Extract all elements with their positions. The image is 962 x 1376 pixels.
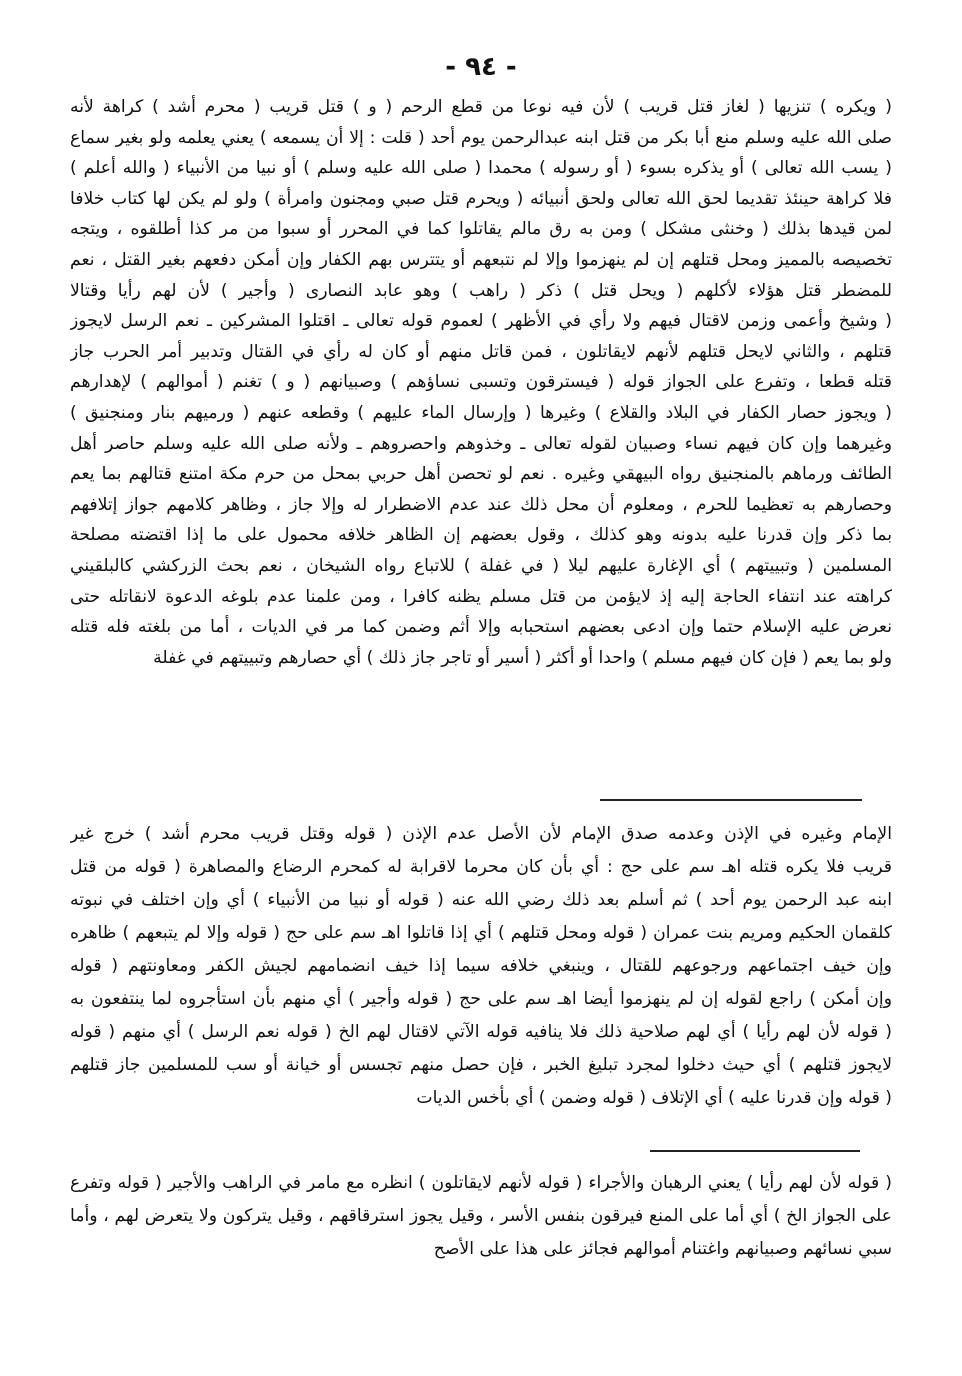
commentary-line: سبي نسائهم وصبيانهم واغتنام أموالهم فجائز على هذا على الأصح — [433, 1239, 892, 1259]
text-line: ( وشيخ وأعمى وزمن لاقتال فيهم ولا رأي في الأظهر ) لعموم قوله تعالى ـ اقتلوا المشركين ـ نعم الرسل لايجوز — [70, 311, 892, 332]
commentary-line: ( قوله لأن لهم رأيا ) أي لهم صلاحية ذلك فلا ينافيه قوله الآتي لاقتال لهم الخ ( قوله نعم الرسل ) أي منهم ( قوله — [70, 1022, 892, 1042]
text-line: كراهته عند انتفاء الحاجة إليه إذ لايؤمن من قتل مسلم يظنه كافرا ، ومن علمنا عدم بلوغه الدعوة لانقاتله حتى — [70, 586, 892, 607]
text-line: المسلمين ( وتبييتهم ) أي الإغارة عليهم ليلا ( في غفلة ) للاتباع رواه الشيخان ، نعم بحث الزركشي كالبلقيني — [70, 555, 892, 576]
text-line: قتله قطعا ، وتفرع على الجواز قوله ( فيسترقون وتسبى نساؤهم ) وصبيانهم ( و ) تغنم ( أموالهم ) لإهدارهم — [70, 372, 892, 393]
footnote-divider-1 — [600, 799, 862, 801]
text-line: ( ويجوز حصار الكفار في البلاد والقلاع ) وغيرها ( وإرسال الماء عليهم ) وقطعه عنهم ( ورميهم بنار ومنجنيق ) — [70, 402, 892, 423]
commentary-line: ( قوله لأن لهم رأيا ) يعني الرهبان والأجراء ( قوله لأنهم لايقاتلون ) انظره مع مامر في الراهب والأجير ( قوله وتفرع — [70, 1173, 892, 1193]
text-line: للمضطر قتل هؤلاء لأكلهم ( ويحل قتل ) ذكر ( راهب ) وهو عابد النصارى ( وأجير ) لأن لهم رأيا وقتالا — [70, 280, 892, 301]
text-line: ( يسب الله تعالى ) أو يذكره بسوء ( أو رسوله ) محمدا ( صلى الله عليه وسلم ) أو نبيا من الأنبياء ( والله أعلم ) — [70, 158, 892, 179]
text-line: تخصيصه بالمميز ومحل قتلهم إن لم ينهزموا وإلا لم نتبعهم أو يتترس بهم الكفار وإن أمكن دفعهم بغير القتل ، نعم — [70, 249, 892, 270]
text-line: لمن قيدها بذلك ( وخنثى مشكل ) ومن به رق مالم يقاتلوا كما في المحرر أو سبوا من مر كذا أطلقوه ، ويتجه — [70, 219, 892, 240]
commentary-second — [70, 1167, 892, 1266]
text-line: صلى الله عليه وسلم منع أبا بكر من قتل ابنه عبدالرحمن يوم أحد ( قلت : إلا أن يسمعه ) يعني يعلمه ولو بغير سماع — [70, 127, 892, 148]
commentary-first — [70, 818, 892, 1115]
main-text — [70, 92, 892, 673]
text-line: نعرض عليه الإسلام حتما وإن ادعى بعضهم استحبابه وإلا أثم وضمن كما مر في الديات ، أما من بلغته فله قتله — [70, 617, 892, 638]
text-line: ولو بما يعم ( فإن كان فيهم مسلم ) واحدا أو أكثر ( أسير أو تاجر جاز ذلك ) أي حصارهم وتبييتهم في غفلة — [153, 647, 892, 668]
commentary-line: الإمام وغيره في الإذن وعدمه صدق الإمام لأن الأصل عدم الإذن ( قوله وقتل قريب محرم أشد ) خرج غير — [70, 824, 892, 844]
commentary-line: قريب فلا يكره قتله اهـ سم على حج : أي بأن كان محرما لاقرابة له كمحرم الرضاع والمصاهرة ( قوله من قتل — [70, 857, 892, 877]
commentary-line: ( قوله وإن قدرنا عليه ) أي الإتلاف ( قوله وضمن ) أي بأخس الديات — [416, 1088, 892, 1108]
commentary-line: وإن خيف اجتماعهم ورجوعهم للقتال ، وينبغي خلافه سيما إذا خيف انضمامهم لجيش الكفر ومعاونتهم ( قوله — [70, 956, 892, 976]
text-line: قتلهم ، والثاني لايحل قتلهم لأنهم لايقاتلون ، فمن قاتل منهم أو كان له رأي في القتال وتدبير أمر الحرب جاز — [70, 341, 892, 362]
footnote-divider-2 — [650, 1150, 860, 1152]
text-line: الطائف ورماهم بالمنجنيق رواه البيهقي وغيره . نعم لو تحصن أهل حربي بمحل من حرم مكة امتنع قتالهم بما يعم — [70, 464, 892, 485]
text-line: وحصارهم به تعظيما للحرم ، ومعلوم أن محل ذلك عند عدم الاضطرار له وإلا جاز ، وظاهر كلامهم جواز إتلافهم — [70, 494, 892, 515]
commentary-line: لايجوز قتلهم ) أي حيث دخلوا لمجرد تبليغ الخبر ، فإن حصل منهم تجسس أو خيانة أو سب للمسلمين جاز قتلهم — [70, 1055, 892, 1075]
page-number: - ٩٤ - — [445, 52, 517, 82]
commentary-line: كلقمان الحكيم ومريم بنت عمران ( قوله ومحل قتلهم ) أي إذا قاتلوا اهـ سم على حج ( قوله وإلا لم يتبعهم ) ظاهره — [70, 923, 892, 943]
text-line: بما ذكر وإن قدرنا عليه بدونه وهو كذلك ، وقول بعضهم إن الظاهر خلافه محمول على ما إذا اقتضته مصلحة — [70, 525, 892, 546]
commentary-line: وإن أمكن ) راجع لقوله إن لم ينهزموا أيضا اهـ سم على حج ( قوله وأجير ) أي منهم بأن استأجروه لما ينتفعون به — [70, 989, 892, 1009]
text-line: وغيرهما وإن كان فيهم نساء وصبيان لقوله تعالى ـ وخذوهم واحصروهم ـ ولأنه صلى الله عليه وسلم حاصر أهل — [70, 433, 892, 454]
text-line: فلا كراهة حينئذ تقديما لحق الله تعالى ولحق أنبيائه ( ويحرم قتل صبي ومجنون وامرأة ) ولو لم يكن لها كتاب خلافا — [70, 188, 892, 209]
text-line: ( ويكره ) تنزيها ( لغاز قتل قريب ) لأن فيه نوعا من قطع الرحم ( و ) قتل قريب ( محرم أشد ) كراهة لأنه — [70, 97, 892, 117]
commentary-line: ابنه عبد الرحمن يوم أحد ) ثم أسلم بعد ذلك رضي الله عنه ( قوله أو نبيا من الأنبياء ) أي وإن اختلف في نبوته — [70, 890, 892, 910]
commentary-line: على الجواز الخ ) أي أما على المنع فيرقون بنفس الأسر ، وقيل يجوز استرقاقهم ، وقيل يتركون ولا يتعرض لهم ، وأما — [70, 1206, 892, 1226]
